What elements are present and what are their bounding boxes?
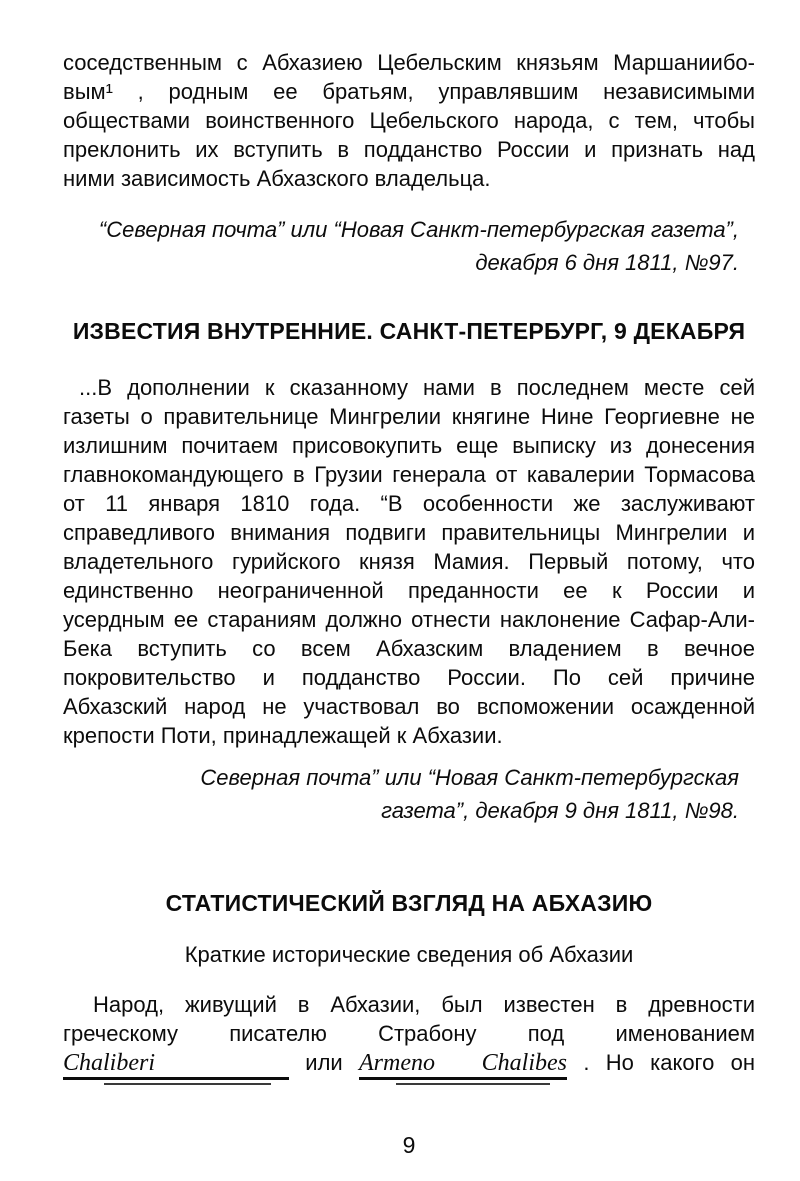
- text-line: Абхазский народ не участвовал во вспоможении осажденной: [63, 694, 755, 719]
- text-line: главнокомандующего в Грузии генерала от кавалерии Тормасова: [63, 462, 755, 487]
- fill-in-blank-line: [63, 1048, 755, 1084]
- text-line: владетельного гурийского князя Мамия. Первый потому, что: [63, 549, 755, 574]
- text-line: вым¹ , родным ее братьям, управлявшим независимыми: [63, 79, 755, 104]
- latin-term-armeno-chalibes: Armeno Chalibes: [359, 1050, 568, 1076]
- section-heading-statistical-view: СТАТИСТИЧЕСКИЙ ВЗГЛЯД НА АБХАЗИЮ: [165, 890, 653, 916]
- text-line: греческому писателю Страбону под именованием: [63, 1021, 755, 1046]
- after-blank-text: . Но какого он: [583, 1050, 756, 1075]
- paragraph-narod-body: [63, 990, 755, 1048]
- text-line: преклонить их вступить в подданство России и признать над: [63, 137, 755, 162]
- text-line: единственно неограниченной преданности ее к России и: [63, 578, 755, 603]
- latin-term-chaliberi: Chaliberi: [63, 1050, 156, 1076]
- text-line: Народ, живущий в Абхазии, был известен в древности: [93, 992, 755, 1017]
- text-line: “Северная почта” или “Новая Санкт-петербургская газета”,: [98, 217, 739, 242]
- underline-blank-2: [359, 1049, 567, 1080]
- underline-blank-1: [63, 1049, 289, 1080]
- text-line: обществами воинственного Цебельского народа, с тем, чтобы: [63, 108, 755, 133]
- text-line: ...В дополнении к сказанному нами в последнем месте сей: [79, 375, 755, 400]
- text-line: соседственным с Абхазиею Цебельским князьям Маршаниибо-: [63, 50, 755, 75]
- connector-word: или: [305, 1050, 343, 1075]
- paragraph-continuation: [63, 48, 755, 193]
- section-subheading-brief-history: Краткие исторические сведения об Абхазии: [184, 942, 634, 967]
- section-heading-izvestiya: ИЗВЕСТИЯ ВНУТРЕННИЕ. САНКТ-ПЕТЕРБУРГ, 9 ДЕКАБРЯ: [72, 318, 746, 344]
- paragraph-izvestiya-body: [63, 373, 755, 750]
- page-number: 9: [402, 1132, 416, 1158]
- text-line: покровительство и подданство России. По сей причине: [63, 665, 755, 690]
- text-line: декабря 6 дня 1811, №97.: [475, 250, 739, 275]
- text-line: от 11 января 1810 года. “В особенности же заслуживают: [63, 491, 755, 516]
- citation-severnaya-pochta-97: [63, 213, 755, 279]
- text-line: газета”, декабря 9 дня 1811, №98.: [381, 798, 739, 823]
- text-line: ними зависимость Абхазского владельца.: [63, 166, 491, 191]
- text-line: излишним почитаем присовокупить еще выписку из донесения: [63, 433, 755, 458]
- text-line: крепости Поти, принадлежащей к Абхазии.: [63, 723, 503, 748]
- text-line: усердным ее стараниям должно отнести наклонение Сафар-Али-: [63, 607, 755, 632]
- text-line: газеты о правительнице Мингрелии княгине Нине Георгиевне не: [63, 404, 755, 429]
- text-line: справедливого внимания подвиги правительницы Мингрелии и: [63, 520, 755, 545]
- text-line: Северная почта” или “Новая Санкт-петербургская: [200, 765, 739, 790]
- text-line: Бека вступить со всем Абхазским владением в вечное: [63, 636, 755, 661]
- citation-severnaya-pochta-98: [63, 761, 755, 827]
